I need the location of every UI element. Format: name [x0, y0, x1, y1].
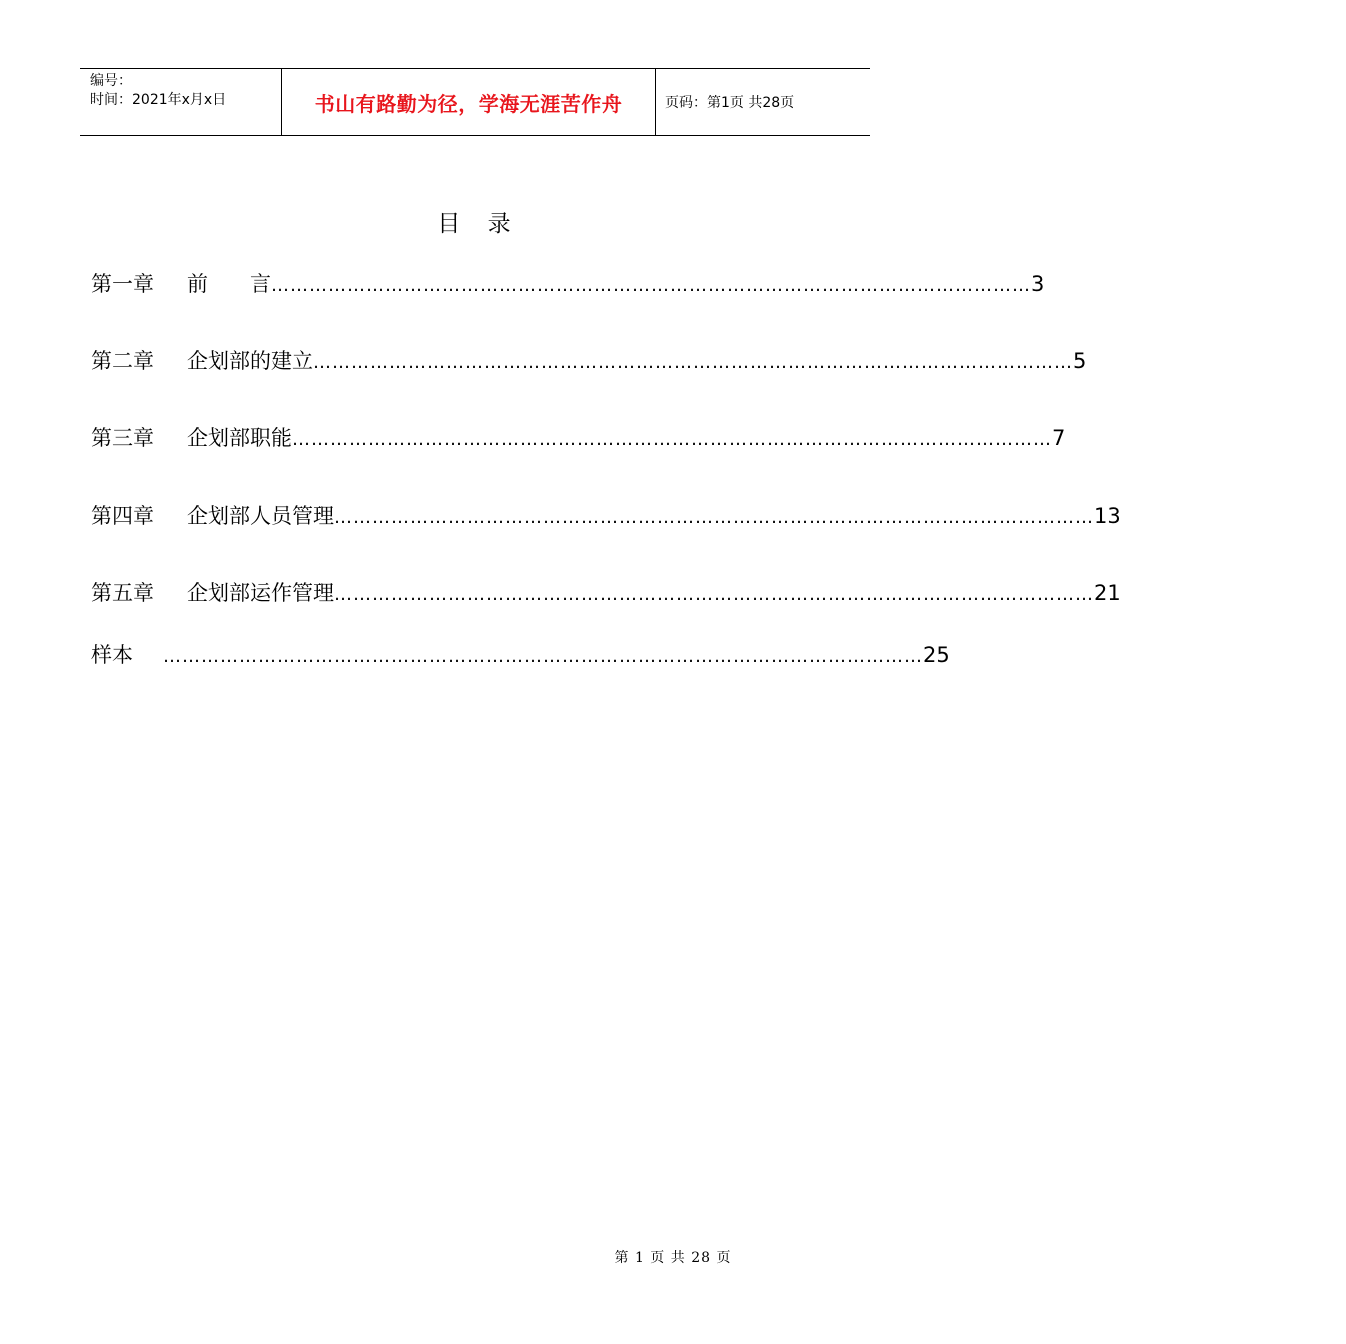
- serial-number-label: 编号：: [90, 73, 132, 89]
- toc-page-number: 21: [1094, 581, 1121, 605]
- toc-title: 目 录: [437, 211, 521, 237]
- toc-entry-6[interactable]: [91, 640, 950, 670]
- toc-entry-5[interactable]: [91, 578, 1121, 608]
- dot-leader: …………………………………………………………………………………………………………: [292, 429, 1052, 450]
- dot-leader: …………………………………………………………………………………………………………: [334, 507, 1094, 528]
- toc-page-number: 5: [1073, 349, 1087, 373]
- toc-entry-name: 企划部的建立: [187, 349, 313, 373]
- toc-chapter: 第一章: [91, 272, 154, 296]
- dot-leader: …………………………………………………………………………………………………………: [163, 646, 923, 667]
- toc-entry-name: 企划部人员管理: [187, 504, 334, 528]
- toc-entry-name: 企划部职能: [187, 426, 292, 450]
- dot-leader: …………………………………………………………………………………………………………: [313, 352, 1073, 373]
- time-label: 时间：2021年x月x日: [90, 92, 227, 108]
- header-page-cell: [656, 69, 870, 135]
- motto-text: 书山有路勤为径，学海无涯苦作舟: [314, 91, 623, 116]
- toc-chapter: 第五章: [91, 581, 154, 605]
- toc-chapter: 第四章: [91, 504, 154, 528]
- toc-entry-3[interactable]: [91, 423, 1066, 453]
- dot-leader: …………………………………………………………………………………………………………: [334, 584, 1094, 605]
- page-footer: 第 1 页 共 28 页: [614, 1250, 732, 1266]
- toc-page-number: 7: [1052, 426, 1066, 450]
- toc-page-number: 3: [1031, 272, 1045, 296]
- toc-entry-1[interactable]: [91, 269, 1045, 299]
- toc-entry-2[interactable]: [91, 346, 1087, 376]
- toc-entry-name: 企划部运作管理: [187, 581, 334, 605]
- header-page-info: 页码：第1页 共28页: [665, 95, 795, 111]
- toc-page-number: 13: [1094, 504, 1121, 528]
- toc-chapter: 第三章: [91, 426, 154, 450]
- dot-leader: …………………………………………………………………………………………………………: [271, 275, 1031, 296]
- toc-page-number: 25: [923, 643, 950, 667]
- page-header: [80, 68, 870, 136]
- toc-entry-name: 前 言: [187, 272, 271, 296]
- toc-chapter: 样本: [91, 643, 133, 667]
- header-meta-cell: [80, 69, 282, 135]
- toc-entry-4[interactable]: [91, 501, 1121, 531]
- toc-chapter: 第二章: [91, 349, 154, 373]
- header-motto-cell: [282, 69, 656, 135]
